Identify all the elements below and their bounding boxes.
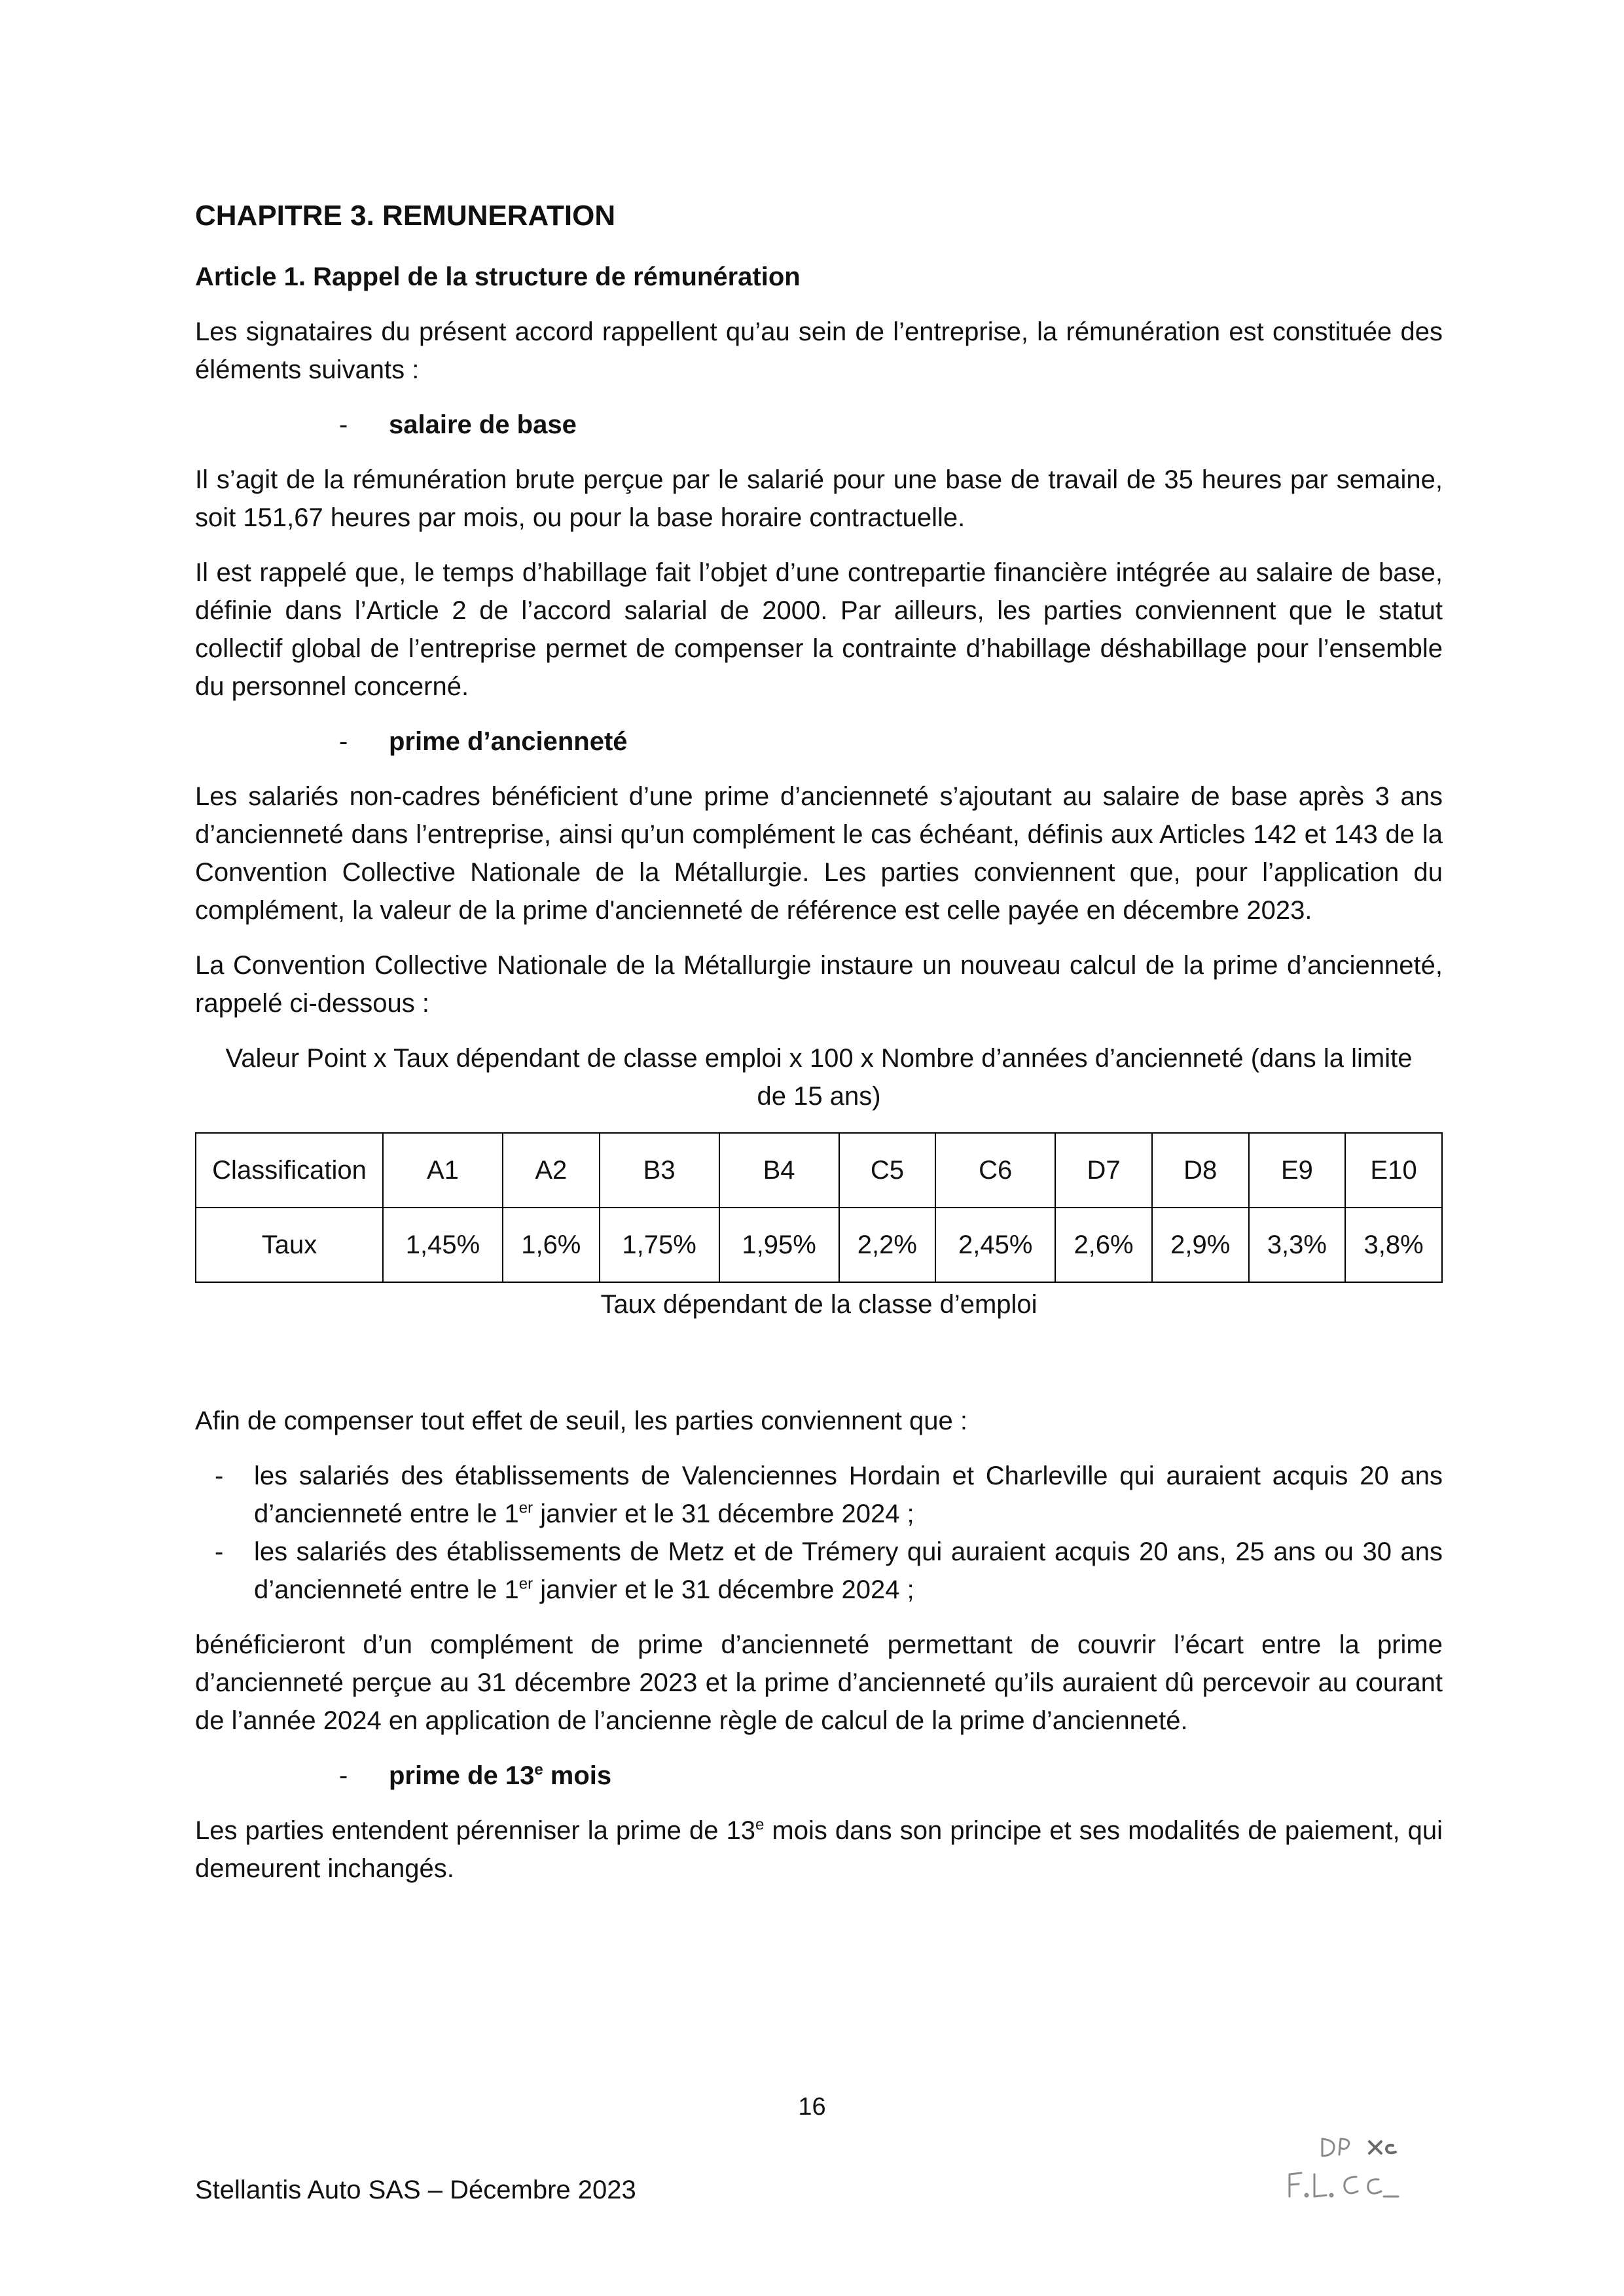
table-cell-rate: 1,95%	[719, 1208, 839, 1282]
section-heading-salaire-de-base	[195, 406, 1443, 444]
section-heading-text: prime d’ancienneté	[389, 727, 628, 756]
table-cell-rate: 2,9%	[1152, 1208, 1249, 1282]
section-heading-text: prime de 13	[389, 1761, 535, 1790]
section-heading-prime-anciennete	[195, 723, 1443, 761]
rate-table	[195, 1132, 1443, 1283]
list-item-text-end: janvier et le 31 décembre 2024 ;	[533, 1499, 914, 1528]
section-heading-prime-13e-mois	[195, 1757, 1443, 1795]
salaire-paragraph-1: Il s’agit de la rémunération brute perçue par le salarié pour une base de travail de 35 heures par semaine, soit 151,67 heures par mois, ou pour la base horaire contractuelle.	[195, 465, 1443, 532]
chapter-title: CHAPITRE 3. REMUNERATION	[195, 200, 616, 232]
table-cell-class: B3	[600, 1133, 719, 1208]
table-cell-rate: 1,45%	[383, 1208, 503, 1282]
salaire-paragraph-2: Il est rappelé que, le temps d’habillage fait l’objet d’une contrepartie financière intégrée au salaire de base, définie dans l’Article 2 de l’accord salarial de 2000. Par ailleurs, les parties conviennent que le statut collectif global de l’entreprise permet de compenser la contrainte d’habillage déshabillage pour l’ensemble du personnel concerné.	[195, 558, 1443, 701]
table-row-taux	[196, 1208, 1442, 1282]
bullet-dash: -	[339, 727, 348, 756]
table-cell-class: E10	[1345, 1133, 1442, 1208]
table-cell-class: D8	[1152, 1133, 1249, 1208]
table-cell-rate: 2,45%	[935, 1208, 1055, 1282]
table-row-label: Classification	[196, 1133, 383, 1208]
section-heading-text-end: mois	[543, 1761, 612, 1790]
table-caption: Taux dépendant de la classe d’emploi	[600, 1290, 1038, 1319]
table-cell-class: C5	[839, 1133, 936, 1208]
table-cell-class: C6	[935, 1133, 1055, 1208]
bullet-dash: -	[339, 1761, 348, 1790]
list-item	[195, 1457, 1443, 1533]
handwritten-initials	[1283, 2125, 1440, 2210]
table-cell-rate: 2,6%	[1055, 1208, 1152, 1282]
table-cell-rate: 3,3%	[1249, 1208, 1346, 1282]
footer-text: Stellantis Auto SAS – Décembre 2023	[195, 2176, 636, 2204]
table-cell-class: A2	[503, 1133, 600, 1208]
paragraph-text: Les parties entendent pérenniser la prime de 13	[195, 1816, 756, 1845]
superscript: e	[755, 1816, 765, 1834]
anciennete-paragraph-4: bénéficieront d’un complément de prime d’ancienneté permettant de couvrir l’écart entre la prime d’ancienneté perçue au 31 décembre 2023 et la prime d’ancienneté qu’ils auraient dû percevoir au courant de l’année 2024 en application de l’ancienne règle de calcul de la prime d’ancienneté.	[195, 1630, 1443, 1735]
table-cell-class: B4	[719, 1133, 839, 1208]
list-item-text: les salariés des établissements de Valenciennes Hordain et Charleville qui auraient acquis 20 ans d’ancienneté entre le 1	[254, 1462, 1443, 1528]
bullet-dash: -	[339, 410, 348, 439]
page-content	[195, 196, 1443, 1905]
table-cell-class: E9	[1249, 1133, 1346, 1208]
intro-paragraph: Les signataires du présent accord rappellent qu’au sein de l’entreprise, la rémunération est constituée des éléments suivants :	[195, 317, 1443, 384]
table-cell-rate: 2,2%	[839, 1208, 936, 1282]
anciennete-paragraph-2: La Convention Collective Nationale de la Métallurgie instaure un nouveau calcul de la prime d’ancienneté, rappelé ci-dessous :	[195, 951, 1443, 1018]
list-item	[195, 1533, 1443, 1609]
list-item-text: les salariés des établissements de Metz et de Trémery qui auraient acquis 20 ans, 25 ans ou 30 ans d’ancienneté entre le 1	[254, 1537, 1443, 1604]
section-heading-text: salaire de base	[389, 410, 577, 439]
paragraph-text-end: mois dans son principe et ses modalités de paiement, qui demeurent inchangés.	[195, 1816, 1443, 1883]
table-cell-rate: 1,75%	[600, 1208, 719, 1282]
anciennete-paragraph-3: Afin de compenser tout effet de seuil, les parties conviennent que :	[195, 1407, 967, 1435]
table-cell-class: D7	[1055, 1133, 1152, 1208]
seuil-list	[195, 1457, 1443, 1609]
table-cell-class: A1	[383, 1133, 503, 1208]
list-item-text-end: janvier et le 31 décembre 2024 ;	[533, 1575, 914, 1604]
table-row-classification	[196, 1133, 1442, 1208]
page-number: 16	[798, 2093, 826, 2121]
table-cell-rate: 1,6%	[503, 1208, 600, 1282]
treizieme-paragraph	[195, 1812, 1443, 1888]
list-dash: -	[215, 1462, 224, 1490]
superscript: e	[534, 1761, 543, 1779]
list-dash: -	[215, 1537, 224, 1566]
article-title: Article 1. Rappel de la structure de rémunération	[195, 262, 801, 291]
superscript: er	[518, 1575, 533, 1593]
table-cell-rate: 3,8%	[1345, 1208, 1442, 1282]
table-row-label: Taux	[196, 1208, 383, 1282]
anciennete-formula: Valeur Point x Taux dépendant de classe emploi x 100 x Nombre d’années d’ancienneté (dans la limite de 15 ans)	[225, 1044, 1413, 1111]
anciennete-paragraph-1: Les salariés non-cadres bénéficient d’une prime d’ancienneté s’ajoutant au salaire de base après 3 ans d’ancienneté dans l’entreprise, ainsi qu’un complément le cas échéant, définis aux Articles 142 et 143 de la Convention Collective Nationale de la Métallurgie. Les parties conviennent que, pour l’application du complément, la valeur de la prime d'ancienneté de référence est celle payée en décembre 2023.	[195, 782, 1443, 925]
superscript: er	[518, 1499, 533, 1517]
